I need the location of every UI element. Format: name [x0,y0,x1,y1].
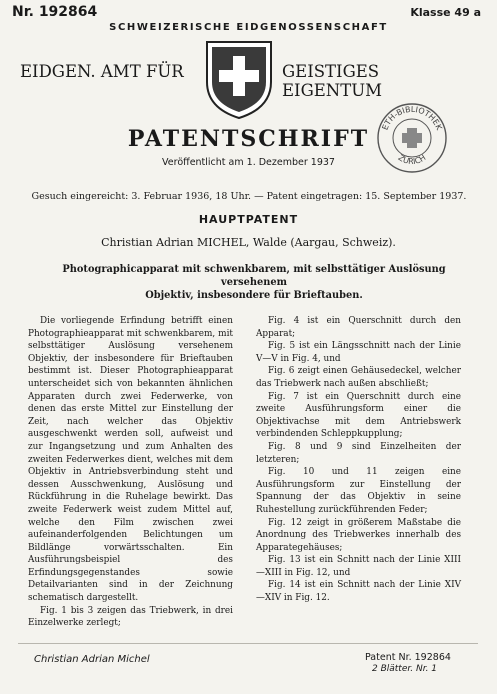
footer-inventor-name: Christian Adrian Michel [34,654,150,665]
paragraph: Fig. 14 ist ein Schnitt nach der Linie XIV—XIV in Fig. 12. [256,580,461,604]
publication-date: Veröffentlicht am 1. Dezember 1937 [162,157,335,168]
country-heading: SCHWEIZERISCHE EIDGENOSSENSCHAFT [109,22,388,33]
stamp-text-bottom: ZÜRICH [396,153,428,167]
paragraph: Fig. 1 bis 3 zeigen das Triebwerk, in drei Einzelwerke zerlegt; [28,605,233,629]
paragraph: Fig. 6 zeigt einen Gehäusedeckel, welcher das Triebwerk nach außen abschließt; [256,366,461,389]
footer-divider [18,643,478,644]
eth-library-stamp-icon [372,98,452,178]
patent-class: Klasse 49 a [410,6,481,19]
office-name-left: EIDGEN. AMT FÜR [20,62,184,81]
invention-title [44,263,464,302]
filing-info: Gesuch eingereicht: 3. Februar 1936, 18 Uhr. — Patent eingetragen: 15. September 1937. [31,191,467,202]
swiss-cross-shield-icon [203,38,275,120]
paragraph: Fig. 12 zeigt in größerem Maßstabe die Anordnung des Triebwerkes innerhalb des Apparategehäuses; [256,517,461,553]
paragraph: Fig. 13 ist ein Schnitt nach der Linie XIII—XIII in Fig. 12, und [256,555,461,578]
left-text-column [28,315,233,630]
footer-sheet-count: 2 Blätter. Nr. 1 [372,664,438,674]
paragraph: Fig. 8 und 9 sind Einzelheiten der letzteren; [256,441,461,465]
paragraph: Die vorliegende Erfindung betrifft einen Photographieapparat mit schwenkbarem, mit selbsttätiger Auslösung versehenem Objektiv, der insbesondere für Brieftauben bestimmt ist. Dieser Photographieapparat unterscheidet sich von bekannten ähnlichen Apparaten durch zwei Federwerke, von denen das erste Mittel zur Einstellung der Zeit, nach welcher das Objektiv ausgeschwenkt werden soll, aufweist und zur Ingangsetzung und zum Anhalten des zweiten Federwerkes dient, welches mit dem Objektiv in Antriebsverbindung steht und dessen Ausschwenkung, Auslösung und Rückführung in die Ruhelage bewirkt. Das zweite Federwerk weist zudem Mittel auf, welche den Film zwischen zwei aufeinanderfolgenden Belichtungen um Bildlänge vorwärtsschalten. Ein Ausführungsbeispiel des Erfindungsgegenstandes sowie Detailvarianten sind in der Zeichnung schematisch dargestellt. [28,316,233,604]
invention-title-line: Objektiv, insbesondere für Brieftauben. [145,290,363,301]
document-type-title: PATENTSCHRIFT [127,126,370,152]
stamp-text-top: ETH-BIBLIOTHEK [380,104,444,132]
inventor-line: Christian Adrian MICHEL, Walde (Aargau, Schweiz). [101,236,396,249]
paragraph: Fig. 7 ist ein Querschnitt durch eine zweite Ausführungsform einer die Objektivachse mit dem Antriebswerk verbindenden Schleppkupplung; [256,391,461,440]
paragraph: Fig. 10 und 11 zeigen eine Ausführungsform zur Einstellung der Spannung der das Objektiv in seine Ruhestellung zurückführenden Feder; [256,467,461,515]
right-text-column [256,315,461,605]
patent-number: Nr. 192864 [12,4,98,20]
paragraph: Fig. 4 ist ein Querschnitt durch den Apparat; [256,316,461,339]
footer-patent-number: Patent Nr. 192864 [365,652,451,663]
invention-title-line: Photographicapparat mit schwenkbarem, mit selbsttätiger Auslösung versehenem [62,264,446,288]
paragraph: Fig. 5 ist ein Längsschnitt nach der Linie V—V in Fig. 4, und [256,341,461,364]
office-name-right: GEISTIGES EIGENTUM [282,62,383,100]
section-heading: HAUPTPATENT [198,213,299,226]
